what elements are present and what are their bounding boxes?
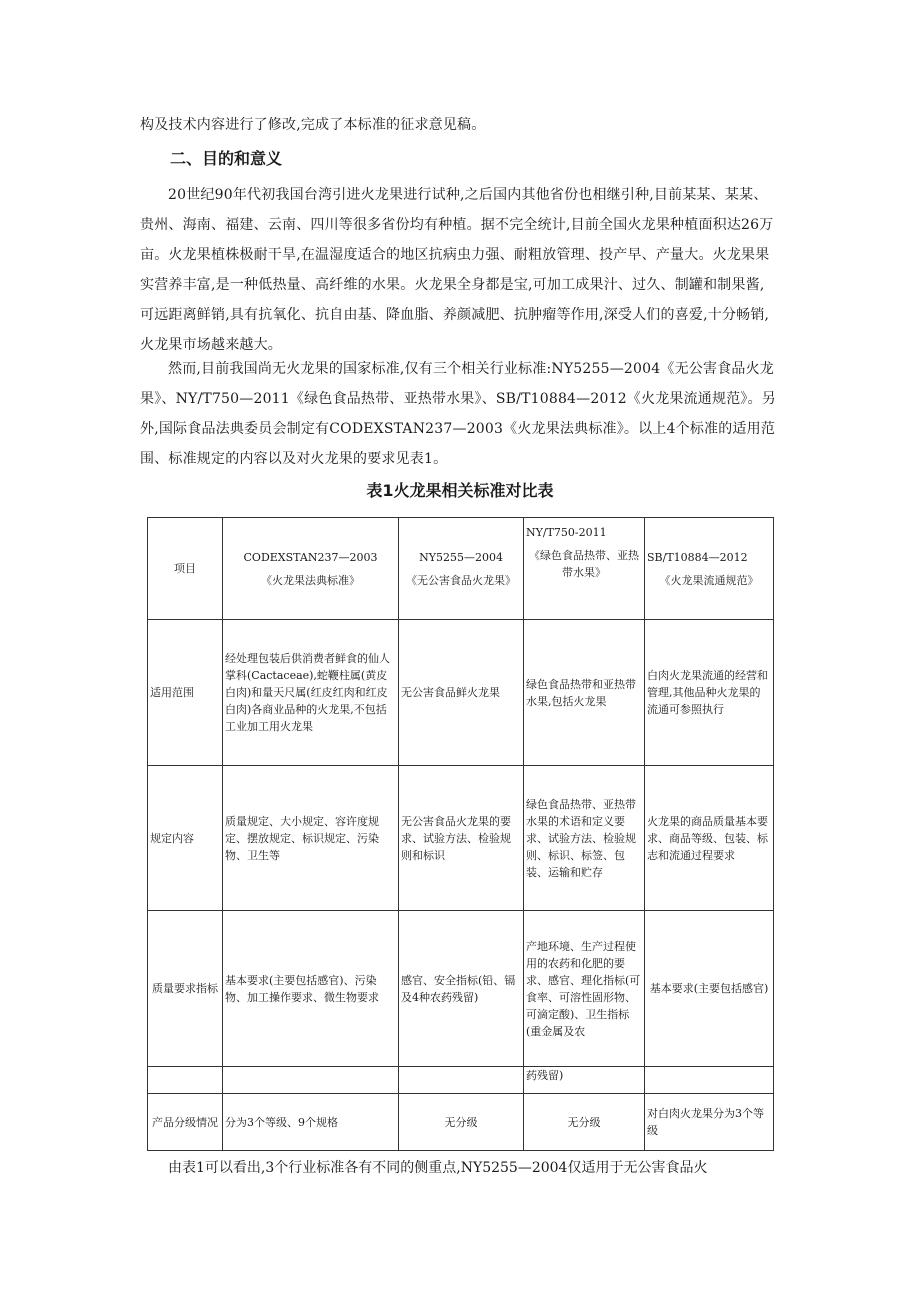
- header-nyt750: [524, 518, 645, 620]
- row-label: [148, 1067, 223, 1094]
- cell-sbt10884: 火龙果的商品质量基本要求、商品等级、包装、标志和流通过程要求: [645, 766, 774, 911]
- table-caption: 表1火龙果相关标准对比表: [366, 481, 554, 500]
- cell-codex: 质量规定、大小规定、容许度规定、摆放规定、标识规定、污染物、卫生等: [223, 766, 399, 911]
- cell-nyt750: 绿色食品热带、亚热带水果的术语和定义要求、试验方法、检验规则、标识、标签、包装、运输和贮存: [524, 766, 645, 911]
- table-row: [148, 1094, 774, 1151]
- table-row: [148, 766, 774, 911]
- header-sbt10884: [645, 518, 774, 620]
- row-label: 产品分级情况: [148, 1094, 223, 1151]
- paragraph-standards: 然而,目前我国尚无火龙果的国家标准,仅有三个相关行业标准:NY5255—2004《无公害食品火龙果》、NY/T750—2011《绿色食品热带、亚热带水果》、SB/T10884—2012《火龙果流通规范》。另外,国际食品法典委员会制定有CODEXSTAN237—2003《火龙果法典标准》。以上4个标准的适用范围、标准规定的内容以及对火龙果的要求见表1。: [140, 361, 776, 467]
- section-heading-purpose: 二、目的和意义: [170, 149, 283, 168]
- header-nyt750-name: 《绿色食品热带、亚热带水果》: [529, 549, 639, 579]
- table-row: [148, 911, 774, 1067]
- cell-nyt750: 绿色食品热带和亚热带水果,包括火龙果: [524, 620, 645, 766]
- cell-sbt10884: 对白肉火龙果分为3个等级: [645, 1094, 774, 1151]
- paragraph-conclusion: 由表1可以看出,3个行业标准各有不同的侧重点,NY5255—2004仅适用于无公害食品火: [168, 1160, 708, 1176]
- cell-ny5255: [399, 1067, 524, 1094]
- header-item: 项目: [148, 518, 223, 620]
- cell-sbt10884: [645, 1067, 774, 1094]
- cell-codex: 分为3个等级、9个规格: [223, 1094, 399, 1151]
- header-sbt10884-code: SB/T10884—2012: [647, 550, 748, 564]
- comparison-table: [147, 517, 774, 1151]
- row-label: 规定内容: [148, 766, 223, 911]
- header-codex-name: 《火龙果法典标准》: [261, 573, 360, 587]
- table-header-row: [148, 518, 774, 620]
- header-ny5255-name: 《无公害食品火龙果》: [406, 573, 516, 587]
- cell-nyt750: 药残留): [524, 1067, 645, 1094]
- header-nyt750-code: NY/T750-2011: [526, 526, 607, 539]
- cell-codex: 经处理包装后供消费者鲜食的仙人掌科(Cactaceae),蛇鞭柱属(黄皮白肉)和量天尺属(红皮红肉和红皮白肉)各商业品种的火龙果,不包括工业加工用火龙果: [223, 620, 399, 766]
- cell-ny5255: 无公害食品火龙果的要求、试验方法、检验规则和标识: [399, 766, 524, 911]
- cell-nyt750: 产地环境、生产过程使用的农药和化肥的要求、感官、理化指标(可食率、可溶性固形物、可滴定酸)、卫生指标(重金属及农: [524, 911, 645, 1067]
- cell-nyt750: 无分级: [524, 1094, 645, 1151]
- cell-ny5255: 无分级: [399, 1094, 524, 1151]
- cell-codex: [223, 1067, 399, 1094]
- paragraph-background: 20世纪90年代初我国台湾引进火龙果进行试种,之后国内其他省份也相继引种,目前某某、某某、贵州、海南、福建、云南、四川等很多省份均有种植。据不完全统计,目前全国火龙果种植面积达26万亩。火龙果植株极耐干旱,在温湿度适合的地区抗病虫力强、耐粗放管理、投产早、产量大。火龙果果实营养丰富,是一种低热量、高纤维的水果。火龙果全身都是宝,可加工成果汁、过久、制罐和制果酱,可远距离鲜销,具有抗氧化、抗自由基、降血脂、养颜减肥、抗肿瘤等作用,深受人们的喜爱,十分畅销,火龙果市场越来越大。: [140, 187, 774, 353]
- header-codex-code: CODEXSTAN237—2003: [243, 550, 378, 564]
- row-label: 适用范围: [148, 620, 223, 766]
- continued-paragraph: 构及技术内容进行了修改,完成了本标准的征求意见稿。: [140, 117, 486, 133]
- header-sbt10884-name: 《火龙果流通规范》: [659, 573, 759, 587]
- row-label: 质量要求指标: [148, 911, 223, 1067]
- cell-sbt10884: 白肉火龙果流通的经营和管理,其他品种火龙果的流通可参照执行: [645, 620, 774, 766]
- cell-sbt10884: 基本要求(主要包括感官): [645, 911, 774, 1067]
- cell-codex: 基本要求(主要包括感官)、污染物、加工操作要求、微生物要求: [223, 911, 399, 1067]
- table-row: [148, 1067, 774, 1094]
- header-codex: [223, 518, 399, 620]
- header-ny5255: [399, 518, 524, 620]
- table-row: [148, 620, 774, 766]
- header-ny5255-code: NY5255—2004: [419, 550, 503, 564]
- cell-ny5255: 无公害食品鲜火龙果: [399, 620, 524, 766]
- cell-ny5255: 感官、安全指标(铅、镉及4种农药残留): [399, 911, 524, 1067]
